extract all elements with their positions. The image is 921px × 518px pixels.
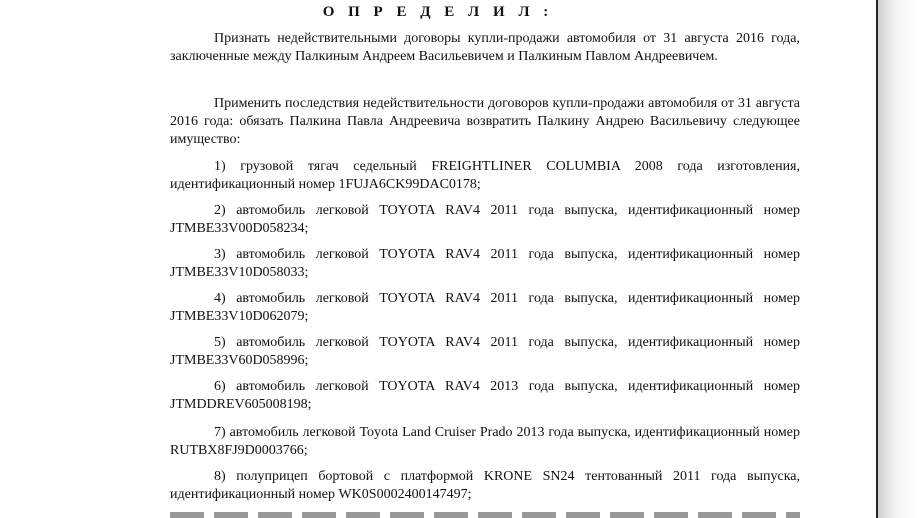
list-item-8-krone-trailer: 8) полуприцеп бортовой с платформой KRONE SN24 тентованный 2011 года выпуска, идентификационный номер WK0S0002400147497; [170,469,800,502]
cut-off-next-line [170,508,800,518]
list-item-1-freightliner: 1) грузовой тягач седельный FREIGHTLINER COLUMBIA 2008 года изготовления, идентификационный номер 1FUJA6CK99DAC0178; [170,159,800,192]
list-item-6-rav4: 6) автомобиль легковой TOYOTA RAV4 2013 года выпуска, идентификационный номер JTMDDREV605008198; [170,379,800,412]
document-heading: О П Р Е Д Е Л И Л : [322,4,554,20]
list-item-4-rav4: 4) автомобиль легковой TOYOTA RAV4 2011 года выпуска, идентификационный номер JTMBE33V10D062079; [170,291,800,324]
list-item-7-land-cruiser: 7) автомобиль легковой Toyota Land Cruiser Prado 2013 года выпуска, идентификационный номер RUTBX8FJ9D0003766; [170,425,800,458]
paragraph-consequences: Применить последствия недействительности договоров купли-продажи автомобиля от 31 августа 2016 года: обязать Палкина Павла Андреевича возвратить Палкину Андрею Васильевичу следующее имущество: [170,96,800,147]
list-item-3-rav4: 3) автомобиль легковой TOYOTA RAV4 2011 года выпуска, идентификационный номер JTMBE33V10D058033; [170,247,800,280]
paragraph-invalidate-contracts: Признать недействительными договоры купли-продажи автомобиля от 31 августа 2016 года, заключенные между Палкиным Андреем Васильевичем и Палкиным Павлом Андреевичем. [170,31,800,64]
page-shadow [878,0,921,518]
list-item-5-rav4: 5) автомобиль легковой TOYOTA RAV4 2011 года выпуска, идентификационный номер JTMBE33V60D058996; [170,335,800,368]
list-item-2-rav4: 2) автомобиль легковой TOYOTA RAV4 2011 года выпуска, идентификационный номер JTMBE33V00D058234; [170,203,800,236]
cut-off-text-fragment [170,512,800,518]
